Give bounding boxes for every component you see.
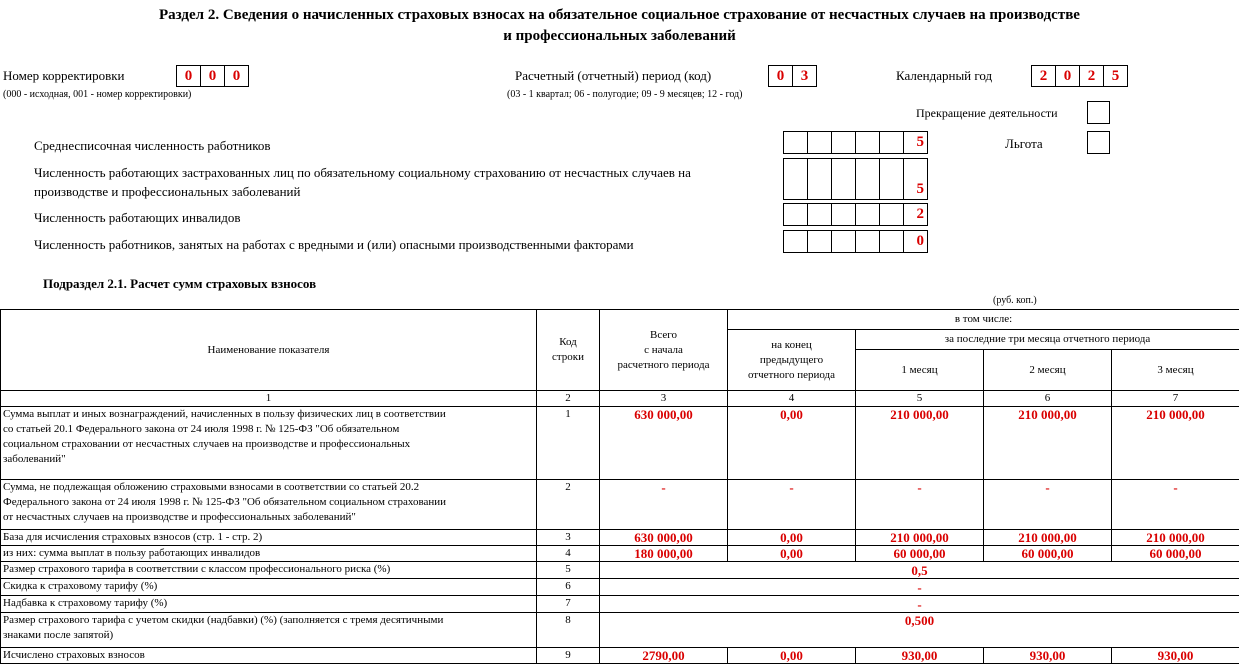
total-value[interactable]: - xyxy=(600,480,728,530)
hazardous-count-digit[interactable] xyxy=(855,230,880,253)
month-2-value[interactable]: 60 000,00 xyxy=(984,546,1112,562)
table-row xyxy=(1,596,1239,613)
month-1-value[interactable]: 210 000,00 xyxy=(856,530,984,546)
header-total-line3: расчетного периода xyxy=(617,358,710,371)
header-row xyxy=(1,310,1239,330)
header-month-3: 3 месяц xyxy=(1112,350,1239,391)
disabled-count-label: Численность работающих инвалидов xyxy=(34,210,241,225)
total-value[interactable]: 630 000,00 xyxy=(600,407,728,480)
header-total-line1: Всего xyxy=(650,328,677,341)
year-digit[interactable]: 2 xyxy=(1079,65,1104,87)
month-2-value[interactable]: 210 000,00 xyxy=(984,530,1112,546)
header-month-1: 1 месяц xyxy=(856,350,984,391)
tariff-value[interactable]: 0,5 xyxy=(600,562,1239,579)
total-value[interactable]: 630 000,00 xyxy=(600,530,728,546)
row-code: 3 xyxy=(537,530,600,546)
correction-label: Номер корректировки xyxy=(3,68,125,83)
row-code: 5 xyxy=(537,562,600,579)
termination-label: Прекращение деятельности xyxy=(916,106,1058,120)
prev-period-value[interactable]: 0,00 xyxy=(728,546,856,562)
header-prev-line3: отчетного периода xyxy=(747,368,836,381)
header-last-three: за последние три месяца отчетного периода xyxy=(856,330,1239,350)
prev-period-value[interactable]: 0,00 xyxy=(728,530,856,546)
correction-digit[interactable]: 0 xyxy=(200,65,225,87)
disabled-count-field[interactable] xyxy=(783,203,928,226)
adjusted-tariff-value[interactable]: 0,500 xyxy=(600,613,1239,648)
month-1-value[interactable]: 210 000,00 xyxy=(856,407,984,480)
row-code: 4 xyxy=(537,546,600,562)
avg-headcount-field[interactable] xyxy=(783,131,928,154)
column-number: 3 xyxy=(600,391,728,407)
table-row xyxy=(1,579,1239,596)
table-row xyxy=(1,613,1239,648)
year-digit[interactable]: 2 xyxy=(1031,65,1056,87)
row-code: 6 xyxy=(537,579,600,596)
year-digit[interactable]: 5 xyxy=(1103,65,1128,87)
column-number: 5 xyxy=(856,391,984,407)
row-name xyxy=(1,407,537,480)
row-name: из них: сумма выплат в пользу работающих инвалидов xyxy=(1,546,537,562)
header-prev-period xyxy=(728,330,856,391)
month-3-value[interactable]: - xyxy=(1112,480,1239,530)
correction-note: (000 - исходная, 001 - номер корректировки) xyxy=(3,89,192,100)
row-code: 8 xyxy=(537,613,600,648)
insured-count-digit[interactable]: 5 xyxy=(903,158,928,200)
avg-headcount-digit[interactable] xyxy=(783,131,808,154)
prev-period-value[interactable]: 0,00 xyxy=(728,648,856,664)
section-title xyxy=(0,5,1239,47)
row-name: Надбавка к страховому тарифу (%) xyxy=(1,596,537,613)
month-3-value[interactable]: 60 000,00 xyxy=(1112,546,1239,562)
row-name-line: социальном страховании от несчастных случаев на производстве и профессиональных xyxy=(3,438,411,450)
disabled-count-digit[interactable]: 2 xyxy=(903,203,928,226)
row-code: 7 xyxy=(537,596,600,613)
row-name: Скидка к страховому тарифу (%) xyxy=(1,579,537,596)
month-1-value[interactable]: 60 000,00 xyxy=(856,546,984,562)
correction-digit[interactable]: 0 xyxy=(224,65,249,87)
hazardous-count-digit[interactable] xyxy=(783,230,808,253)
avg-headcount-label: Среднесписочная численность работников xyxy=(34,138,271,153)
period-digit[interactable]: 3 xyxy=(792,65,817,87)
column-number: 6 xyxy=(984,391,1112,407)
termination-checkbox[interactable] xyxy=(1087,101,1110,124)
hazardous-count-digit[interactable]: 0 xyxy=(903,230,928,253)
row-code: 9 xyxy=(537,648,600,664)
table-row xyxy=(1,480,1239,530)
avg-headcount-digit[interactable]: 5 xyxy=(903,131,928,154)
contributions-table xyxy=(0,309,1239,664)
insured-count-digit[interactable] xyxy=(831,158,856,200)
benefit-label: Льгота xyxy=(1005,136,1043,151)
row-name-line: Федерального закона от 24 июля 1998 г. № 125-ФЗ "Об обязательном социальном страховании xyxy=(3,496,447,508)
insured-count-label-line1: Численность работающих застрахованных лиц по обязательному социальному страхованию от несчастных случаев на xyxy=(34,165,691,180)
row-name-line: со статьей 20.1 Федерального закона от 24 июля 1998 г. № 125-ФЗ "Об обязательном xyxy=(3,423,400,435)
row-name xyxy=(1,613,537,648)
header-including: в том числе: xyxy=(728,310,1239,330)
row-name-line: знаками после запятой) xyxy=(3,629,114,641)
row-name: База для исчисления страховых взносов (стр. 1 - стр. 2) xyxy=(1,530,537,546)
hazardous-count-digit[interactable] xyxy=(879,230,904,253)
period-note: (03 - 1 квартал; 06 - полугодие; 09 - 9 месяцев; 12 - год) xyxy=(507,89,743,100)
total-value[interactable]: 180 000,00 xyxy=(600,546,728,562)
period-label: Расчетный (отчетный) период (код) xyxy=(515,68,712,83)
insured-count-label-line2: производстве и профессиональных заболеваний xyxy=(34,184,301,199)
month-1-value[interactable]: - xyxy=(856,480,984,530)
avg-headcount-digit[interactable] xyxy=(879,131,904,154)
disabled-count-digit[interactable] xyxy=(783,203,808,226)
subsection-title: Подраздел 2.1. Расчет сумм страховых взносов xyxy=(43,276,317,291)
header-prev-line1: на конец xyxy=(771,338,812,351)
row-code: 1 xyxy=(537,407,600,480)
year-label: Календарный год xyxy=(896,68,993,83)
column-number: 4 xyxy=(728,391,856,407)
table-row xyxy=(1,562,1239,579)
correction-digit[interactable]: 0 xyxy=(176,65,201,87)
header-total xyxy=(600,310,728,391)
period-code-field[interactable] xyxy=(768,65,817,87)
row-name: Размер страхового тарифа в соответствии с классом профессионального риска (%) xyxy=(1,562,537,579)
header-code xyxy=(537,310,600,391)
row-name-line: заболеваний" xyxy=(3,453,66,465)
table-row xyxy=(1,407,1239,480)
table-row xyxy=(1,530,1239,546)
table-row xyxy=(1,648,1239,664)
month-3-value[interactable]: 930,00 xyxy=(1112,648,1239,664)
year-digit[interactable]: 0 xyxy=(1055,65,1080,87)
disabled-count-digit[interactable] xyxy=(855,203,880,226)
row-name: Исчислено страховых взносов xyxy=(1,648,537,664)
discount-value[interactable]: - xyxy=(600,579,1239,596)
units-note: (руб. коп.) xyxy=(993,295,1037,306)
year-field[interactable] xyxy=(1031,65,1128,87)
header-total-line2: с начала xyxy=(644,343,683,356)
column-numbers-row xyxy=(1,391,1239,407)
disabled-count-digit[interactable] xyxy=(831,203,856,226)
total-value[interactable]: 2790,00 xyxy=(600,648,728,664)
table-row xyxy=(1,546,1239,562)
insured-count-digit[interactable] xyxy=(855,158,880,200)
row-name-line: Сумма выплат и иных вознаграждений, начисленных в пользу физических лиц в соответствии xyxy=(3,408,446,420)
row-name-line: Размер страхового тарифа с учетом скидки (надбавки) (%) (заполняется с тремя десятичными xyxy=(3,614,444,626)
correction-number-field[interactable] xyxy=(176,65,249,87)
row-code: 2 xyxy=(537,480,600,530)
section-title-line2: и профессиональных заболеваний xyxy=(503,28,736,44)
insured-count-digit[interactable] xyxy=(783,158,808,200)
row-name-line: от несчастных случаев на производстве и профессиональных заболеваний" xyxy=(3,511,356,523)
section-title-line1: Раздел 2. Сведения о начисленных страховых взносах на обязательное социальное страхование от несчастных случаев на производстве xyxy=(159,7,1080,23)
month-2-value[interactable]: - xyxy=(984,480,1112,530)
header-prev-line2: предыдущего xyxy=(759,353,824,366)
header-name: Наименование показателя xyxy=(1,310,537,391)
month-3-value[interactable]: 210 000,00 xyxy=(1112,407,1239,480)
column-number: 2 xyxy=(537,391,600,407)
row-name xyxy=(1,480,537,530)
insured-count-digit[interactable] xyxy=(879,158,904,200)
hazardous-count-field[interactable] xyxy=(783,230,928,253)
month-2-value[interactable]: 210 000,00 xyxy=(984,407,1112,480)
hazardous-count-digit[interactable] xyxy=(831,230,856,253)
row-name-line: Сумма, не подлежащая обложению страховыми взносами в соответствии со статьей 20.2 xyxy=(3,481,420,493)
month-3-value[interactable]: 210 000,00 xyxy=(1112,530,1239,546)
hazardous-count-digit[interactable] xyxy=(807,230,832,253)
column-number: 7 xyxy=(1112,391,1239,407)
month-1-value[interactable]: 930,00 xyxy=(856,648,984,664)
avg-headcount-digit[interactable] xyxy=(855,131,880,154)
avg-headcount-digit[interactable] xyxy=(831,131,856,154)
insured-count-digit[interactable] xyxy=(807,158,832,200)
disabled-count-digit[interactable] xyxy=(807,203,832,226)
insured-count-field[interactable] xyxy=(783,158,928,200)
header-code-line2: строки xyxy=(551,351,585,363)
disabled-count-digit[interactable] xyxy=(879,203,904,226)
benefit-checkbox[interactable] xyxy=(1087,131,1110,154)
period-digit[interactable]: 0 xyxy=(768,65,793,87)
header-code-line1: Код xyxy=(559,336,577,348)
insured-count-label xyxy=(34,163,691,201)
surcharge-value[interactable]: - xyxy=(600,596,1239,613)
column-number: 1 xyxy=(1,391,537,407)
header-month-2: 2 месяц xyxy=(984,350,1112,391)
avg-headcount-digit[interactable] xyxy=(807,131,832,154)
month-2-value[interactable]: 930,00 xyxy=(984,648,1112,664)
hazardous-count-label: Численность работников, занятых на работах с вредными и (или) опасными производственными факторами xyxy=(34,237,634,252)
prev-period-value[interactable]: - xyxy=(728,480,856,530)
prev-period-value[interactable]: 0,00 xyxy=(728,407,856,480)
